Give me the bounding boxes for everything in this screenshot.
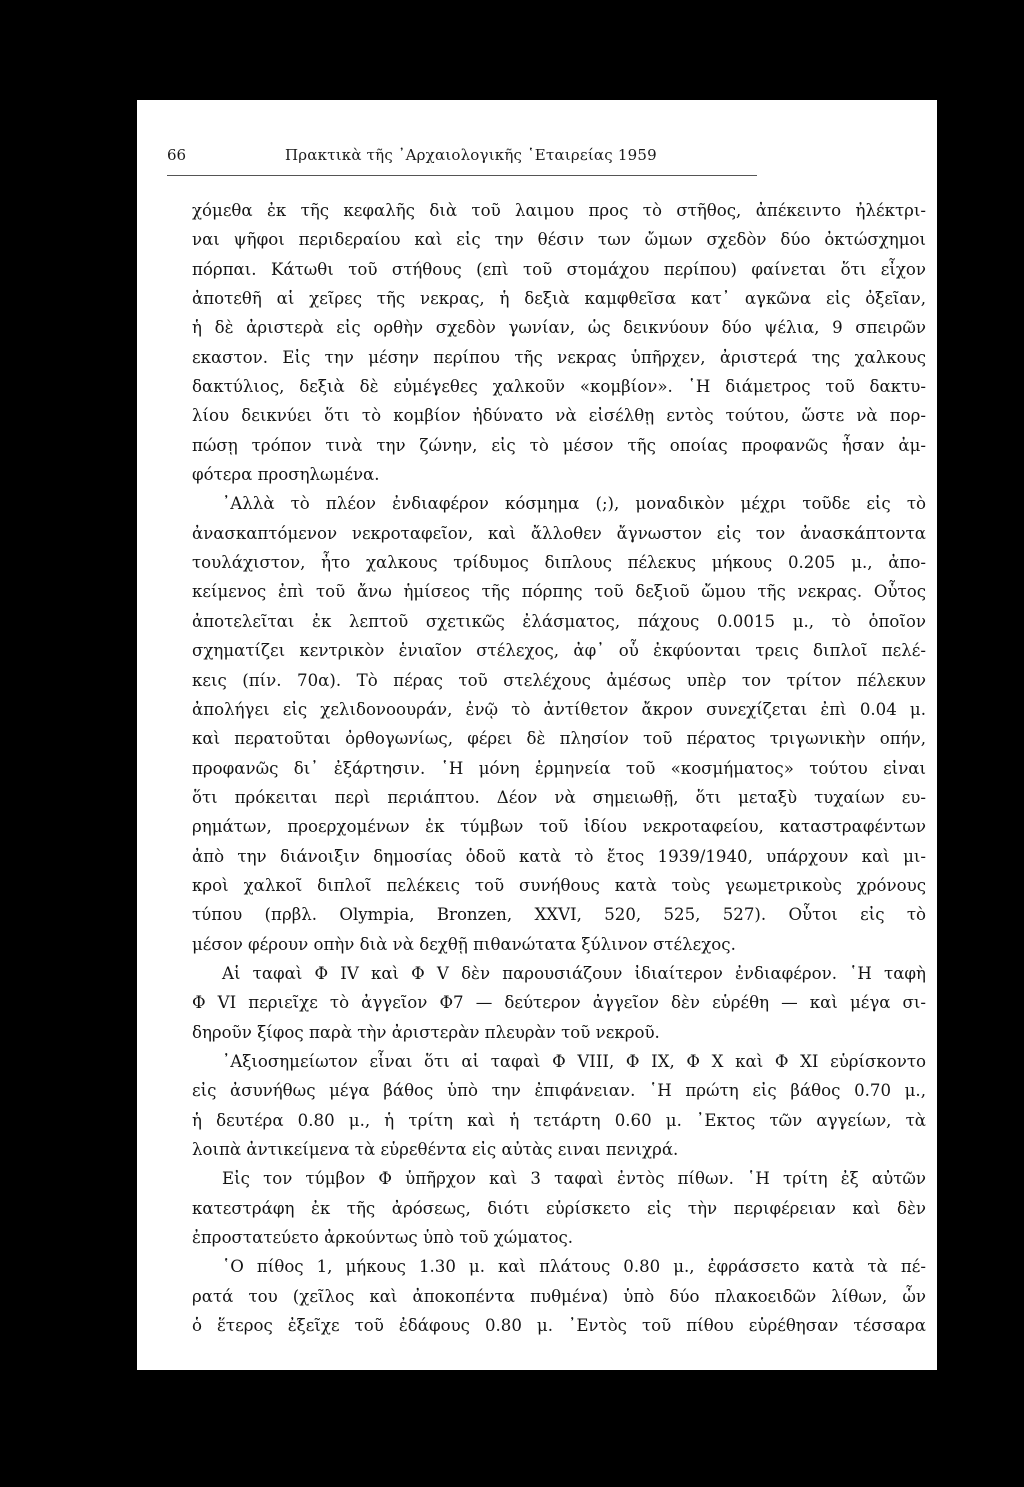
text-line: φότερα προσηλωμένα.	[192, 465, 380, 485]
text-line: ἀπὸ την διάνοιξιν δημοσίας ὁδοῦ κατὰ τὸ ἔτος 1939/1940, υπάρχουν καὶ μι-	[192, 846, 926, 866]
page-number: 66	[167, 146, 187, 164]
text-line: ᾿Αξιοσημείωτον εἶναι ὅτι αἱ ταφαὶ Φ VIII, Φ IX, Φ X καὶ Φ XI εὑρίσκοντο	[222, 1051, 926, 1071]
text-line: λοιπὰ ἀντικείμενα τὰ εὑρεθέντα εἰς αὐτὰς ειναι πενιχρά.	[192, 1140, 679, 1159]
text-line: κεις (πίν. 70α). Τὸ πέρας τοῦ στελέχους ἀμέσως υπὲρ τον τρίτον πέλεκυν	[192, 670, 926, 690]
text-line: δακτύλιος, δεξιὰ δὲ εὐμέγεθες χαλκοῦν «κομβίον». ῾Η διάμετρος τοῦ δακτυ-	[192, 377, 926, 397]
text-line: προφανῶς δι᾿ ἐξάρτησιν. ῾Η μόνη ἑρμηνεία τοῦ «κοσμήματος» τούτου εἰναι	[192, 758, 926, 778]
text-line: τύπου (πρβλ. Olympia, Bronzen, XXVI, 520, 525, 527). Οὗτοι εἰς τὸ	[192, 905, 926, 925]
text-line: ἀποτεθῆ αἱ χεῖρες τῆς νεκρας, ἡ δεξιὰ καμφθεῖσα κατ᾿ αγκῶνα εἰς ὀξεῖαν,	[192, 289, 926, 309]
text-line: Αἱ ταφαὶ Φ IV καὶ Φ V δὲν παρουσιάζουν ἰδιαίτερον ἐνδιαφέρον. ῾Η ταφὴ	[222, 963, 926, 983]
text-line: ναι ψῆφοι περιδεραίου καὶ εἰς την θέσιν των ὤμων σχεδὸν δύο ὀκτώσχημοι	[192, 230, 926, 250]
text-line: ἐπροστατεύετο ἀρκούντως ὑπὸ τοῦ χώματος.	[192, 1228, 574, 1248]
text-line: χόμεθα ἐκ τῆς κεφαλῆς διὰ τοῦ λαιμου προς τὸ στῆθος, ἀπέκειντο ἠλέκτρι-	[192, 201, 926, 220]
text-line: εκαστον. Εἰς την μέσην περίπου τῆς νεκρας ὑπῆρχεν, ἀριστερά της χαλκους	[192, 347, 926, 367]
text-line: ἡ δὲ ἀριστερὰ εἰς ορθὴν σχεδὸν γωνίαν, ὡς δεικνύουν δύο ψέλια, 9 σπειρῶν	[192, 318, 926, 338]
text-line: καὶ περατοῦται ὀρθογωνίως, φέρει δὲ πλησίον τοῦ πέρατος τριγωνικὴν οπήν,	[192, 729, 926, 749]
text-line: κροὶ χαλκοῖ διπλοῖ πελέκεις τοῦ συνήθους κατὰ τοὺς γεωμετρικοὺς χρόνους	[192, 875, 926, 895]
text-line: Εἰς τον τύμβον Φ ὑπῆρχον καὶ 3 ταφαὶ ἐντὸς πίθων. ῾Η τρίτη ἐξ αὐτῶν	[222, 1169, 926, 1189]
text-line: λίου δεικνύει ὅτι τὸ κομβίον ἠδύνατο νὰ εἰσέλθῃ εντὸς τούτου, ὥστε νὰ πορ-	[192, 406, 926, 426]
text-line: εἰς ἀσυνήθως μέγα βάθος ὑπὸ την ἐπιφάνειαν. ῾Η πρώτη εἰς βάθος 0.70 μ.,	[192, 1081, 926, 1101]
text-line: ὅτι πρόκειται περὶ περιάπτου. Δέον νὰ σημειωθῇ, ὅτι μεταξὺ τυχαίων ευ-	[192, 787, 926, 807]
text-line: ἀποτελεῖται ἐκ λεπτοῦ σχετικῶς ἐλάσματος, πάχους 0.0015 μ., τὸ ὁποῖον	[192, 611, 926, 631]
text-line: ᾿Αλλὰ τὸ πλέον ἐνδιαφέρον κόσμημα (;), μοναδικὸν μέχρι τοῦδε εἰς τὸ	[222, 494, 926, 514]
text-line: ρατά του (χεῖλος καὶ ἀποκοπέντα πυθμένα) ὑπὸ δύο πλακοειδῶν λίθων, ὧν	[192, 1286, 926, 1306]
running-title: Πρακτικὰ τῆς ᾿Αρχαιολογικῆς ῾Εταιρείας 1959	[285, 146, 657, 164]
body-text	[192, 196, 926, 1340]
text-line: μέσον φέρουν οπὴν διὰ νὰ δεχθῇ πιθανώτατα ξύλινον στέλεχος.	[192, 934, 736, 954]
text-line: πώσῃ τρόπον τινὰ την ζώνην, εἰς τὸ μέσον τῆς οποίας προφανῶς ἦσαν ἀμ-	[192, 435, 926, 455]
text-line: Φ VI περιεῖχε τὸ ἀγγεῖον Φ7 — δεύτερον ἀγγεῖον δὲν εὑρέθη — καὶ μέγα σι-	[192, 993, 926, 1013]
text-line: σχηματίζει κεντρικὸν ἑνιαῖον στέλεχος, ἀφ᾿ οὗ ἐκφύονται τρεις διπλοῖ πελέ-	[192, 641, 926, 661]
text-line: κείμενος ἐπὶ τοῦ ἄνω ἡμίσεος τῆς πόρπης τοῦ δεξιοῦ ὤμου τῆς νεκρας. Οὗτος	[192, 582, 926, 602]
document-page	[137, 100, 937, 1370]
text-line: κατεστράφη ἐκ τῆς ἀρόσεως, διότι εὑρίσκετο εἰς τὴν περιφέρειαν καὶ δὲν	[192, 1198, 926, 1218]
text-line: ῾Ο πίθος 1, μήκους 1.30 μ. καὶ πλάτους 0.80 μ., ἐφράσσετο κατὰ τὰ πέ-	[222, 1257, 926, 1277]
text-line: ὁ ἕτερος ἐξεῖχε τοῦ ἐδάφους 0.80 μ. ᾿Εντὸς τοῦ πίθου εὑρέθησαν τέσσαρα	[192, 1316, 926, 1336]
header-rule	[167, 175, 757, 176]
text-line: πόρπαι. Κάτωθι τοῦ στήθους (επὶ τοῦ στομάχου περίπου) φαίνεται ὅτι εἶχον	[192, 259, 926, 279]
text-line: ρημάτων, προερχομένων ἐκ τύμβων τοῦ ἰδίου νεκροταφείου, καταστραφέντων	[192, 817, 926, 837]
text-line: ἀπολήγει εἰς χελιδονοουράν, ἐνῷ τὸ ἀντίθετον ἄκρον συνεχίζεται ἐπὶ 0.04 μ.	[192, 699, 926, 719]
text-line: δηροῦν ξίφος παρὰ τὴν ἀριστερὰν πλευρὰν τοῦ νεκροῦ.	[192, 1022, 660, 1042]
text-line: ἀνασκαπτόμενον νεκροταφεῖον, καὶ ἄλλοθεν ἄγνωστον εἰς τον ἀνασκάπτοντα	[192, 523, 926, 543]
text-line: τουλάχιστον, ἦτο χαλκους τρίδυμος διπλους πέλεκυς μήκους 0.205 μ., ἀπο-	[192, 553, 926, 573]
text-line: ἡ δευτέρα 0.80 μ., ἡ τρίτη καὶ ἡ τετάρτη 0.60 μ. ᾿Εκτος τῶν αγγείων, τὰ	[192, 1110, 926, 1130]
